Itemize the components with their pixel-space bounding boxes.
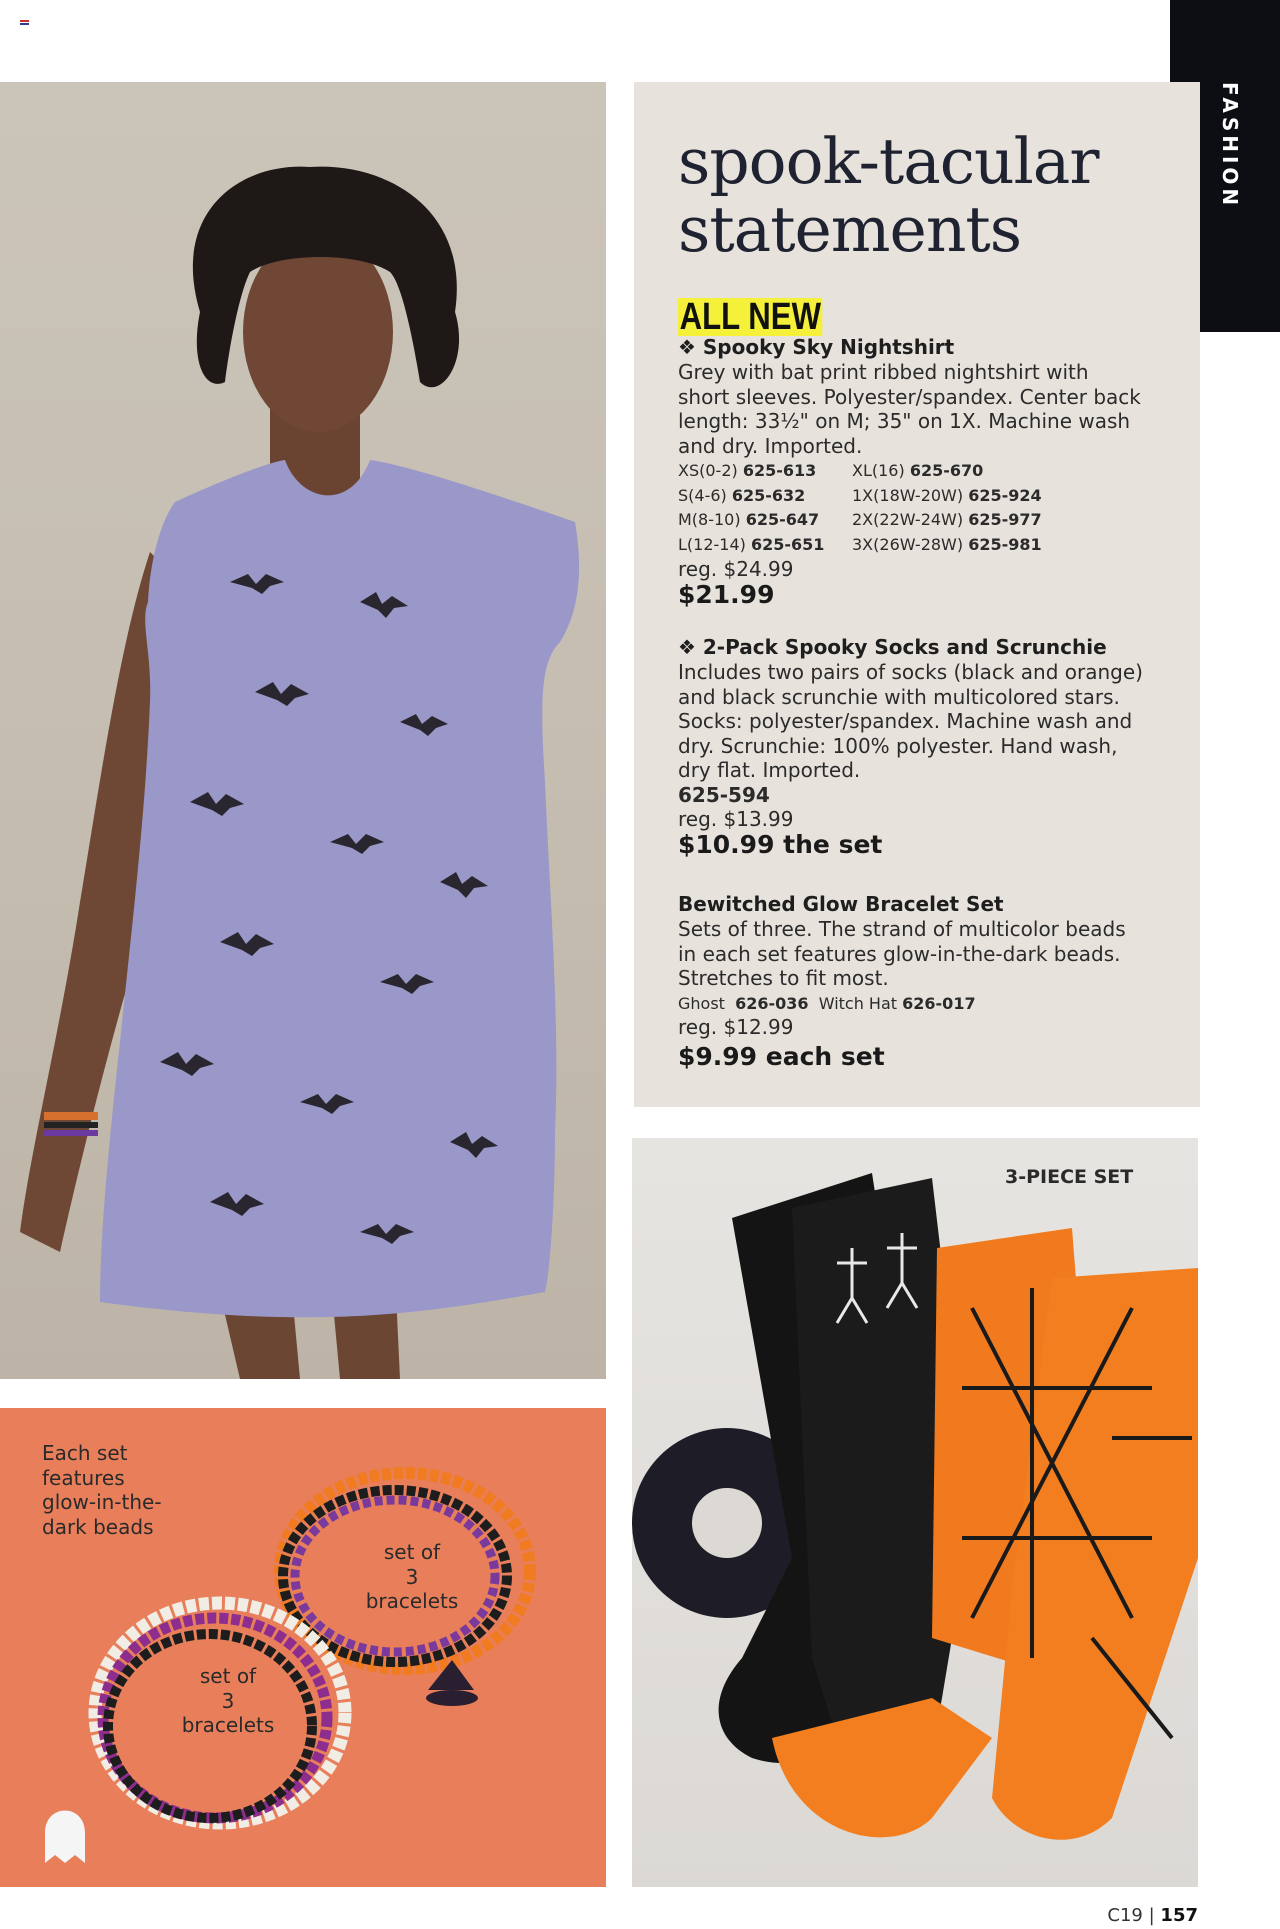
set-of-3-label-witch: set of 3 bracelets [365, 1540, 459, 1613]
bracelet-regular-price: reg. $12.99 [678, 1015, 794, 1039]
bracelet-title: Bewitched Glow Bracelet Set [678, 892, 1004, 916]
model-nightshirt-photo [0, 82, 606, 1379]
page-number: 157 [1160, 1905, 1198, 1926]
nightshirt-title: ❖ Spooky Sky Nightshirt [678, 335, 955, 359]
socks-description: Includes two pairs of socks (black and orange) and black scrunchie with multicolored stars. Socks: polyester/spandex. Machine wash and dry. Scrunchie: 100% polyester. Hand wash, dry flat. Imported. [678, 660, 1143, 782]
catalog-code: C19 [1107, 1905, 1143, 1926]
bracelet-sale-price: $9.99 each set [678, 1042, 885, 1071]
all-new-badge: ALL NEW [679, 296, 822, 338]
headline-line-1: spook-tacular [678, 125, 1099, 198]
socks-title: ❖ 2-Pack Spooky Socks and Scrunchie [678, 635, 1107, 659]
page-headline [678, 125, 1099, 266]
nightshirt-description: Grey with bat print ribbed nightshirt with short sleeves. Polyester/spandex. Center back length: 33½" on M; 35" on 1X. Machine wash and dry. Imported. [678, 360, 1141, 458]
socks-item-code: 625-594 [678, 783, 770, 807]
nightshirt-regular-price: reg. $24.99 [678, 557, 794, 581]
set-of-3-label-ghost: set of 3 bracelets [181, 1664, 275, 1737]
socks-scrunchie-photo [632, 1138, 1198, 1887]
socks-sale-price: $10.99 the set [678, 830, 883, 859]
bracelet-description: Sets of three. The strand of multicolor beads in each set features glow-in-the-dark beads. Stretches to fit most. [678, 917, 1126, 990]
headline-line-2: statements [678, 193, 1022, 266]
bracelet-options: Ghost 626-036 Witch Hat 626-017 [678, 994, 976, 1013]
flag-icon [20, 20, 29, 27]
nightshirt-sizes-right: XL(16) 625-670 1X(18W-20W) 625-924 2X(22W-24W) 625-977 3X(26W-28W) 625-981 [852, 461, 1042, 554]
footer-separator: | [1148, 1905, 1155, 1926]
socks-illustration [632, 1138, 1198, 1887]
page-footer [1107, 1905, 1198, 1926]
nightshirt-sizes-left: XS(0-2) 625-613 S(4-6) 625-632 M(8-10) 625-647 L(12-14) 625-651 [678, 461, 825, 554]
socks-regular-price: reg. $13.99 [678, 807, 794, 831]
nightshirt-sale-price: $21.99 [678, 580, 775, 609]
three-piece-set-label: 3-PIECE SET [1005, 1166, 1134, 1188]
glow-beads-callout: Each set features glow-in-the- dark beads [42, 1441, 162, 1539]
model-illustration [0, 82, 606, 1379]
section-tab-label: FASHION [1218, 82, 1242, 210]
